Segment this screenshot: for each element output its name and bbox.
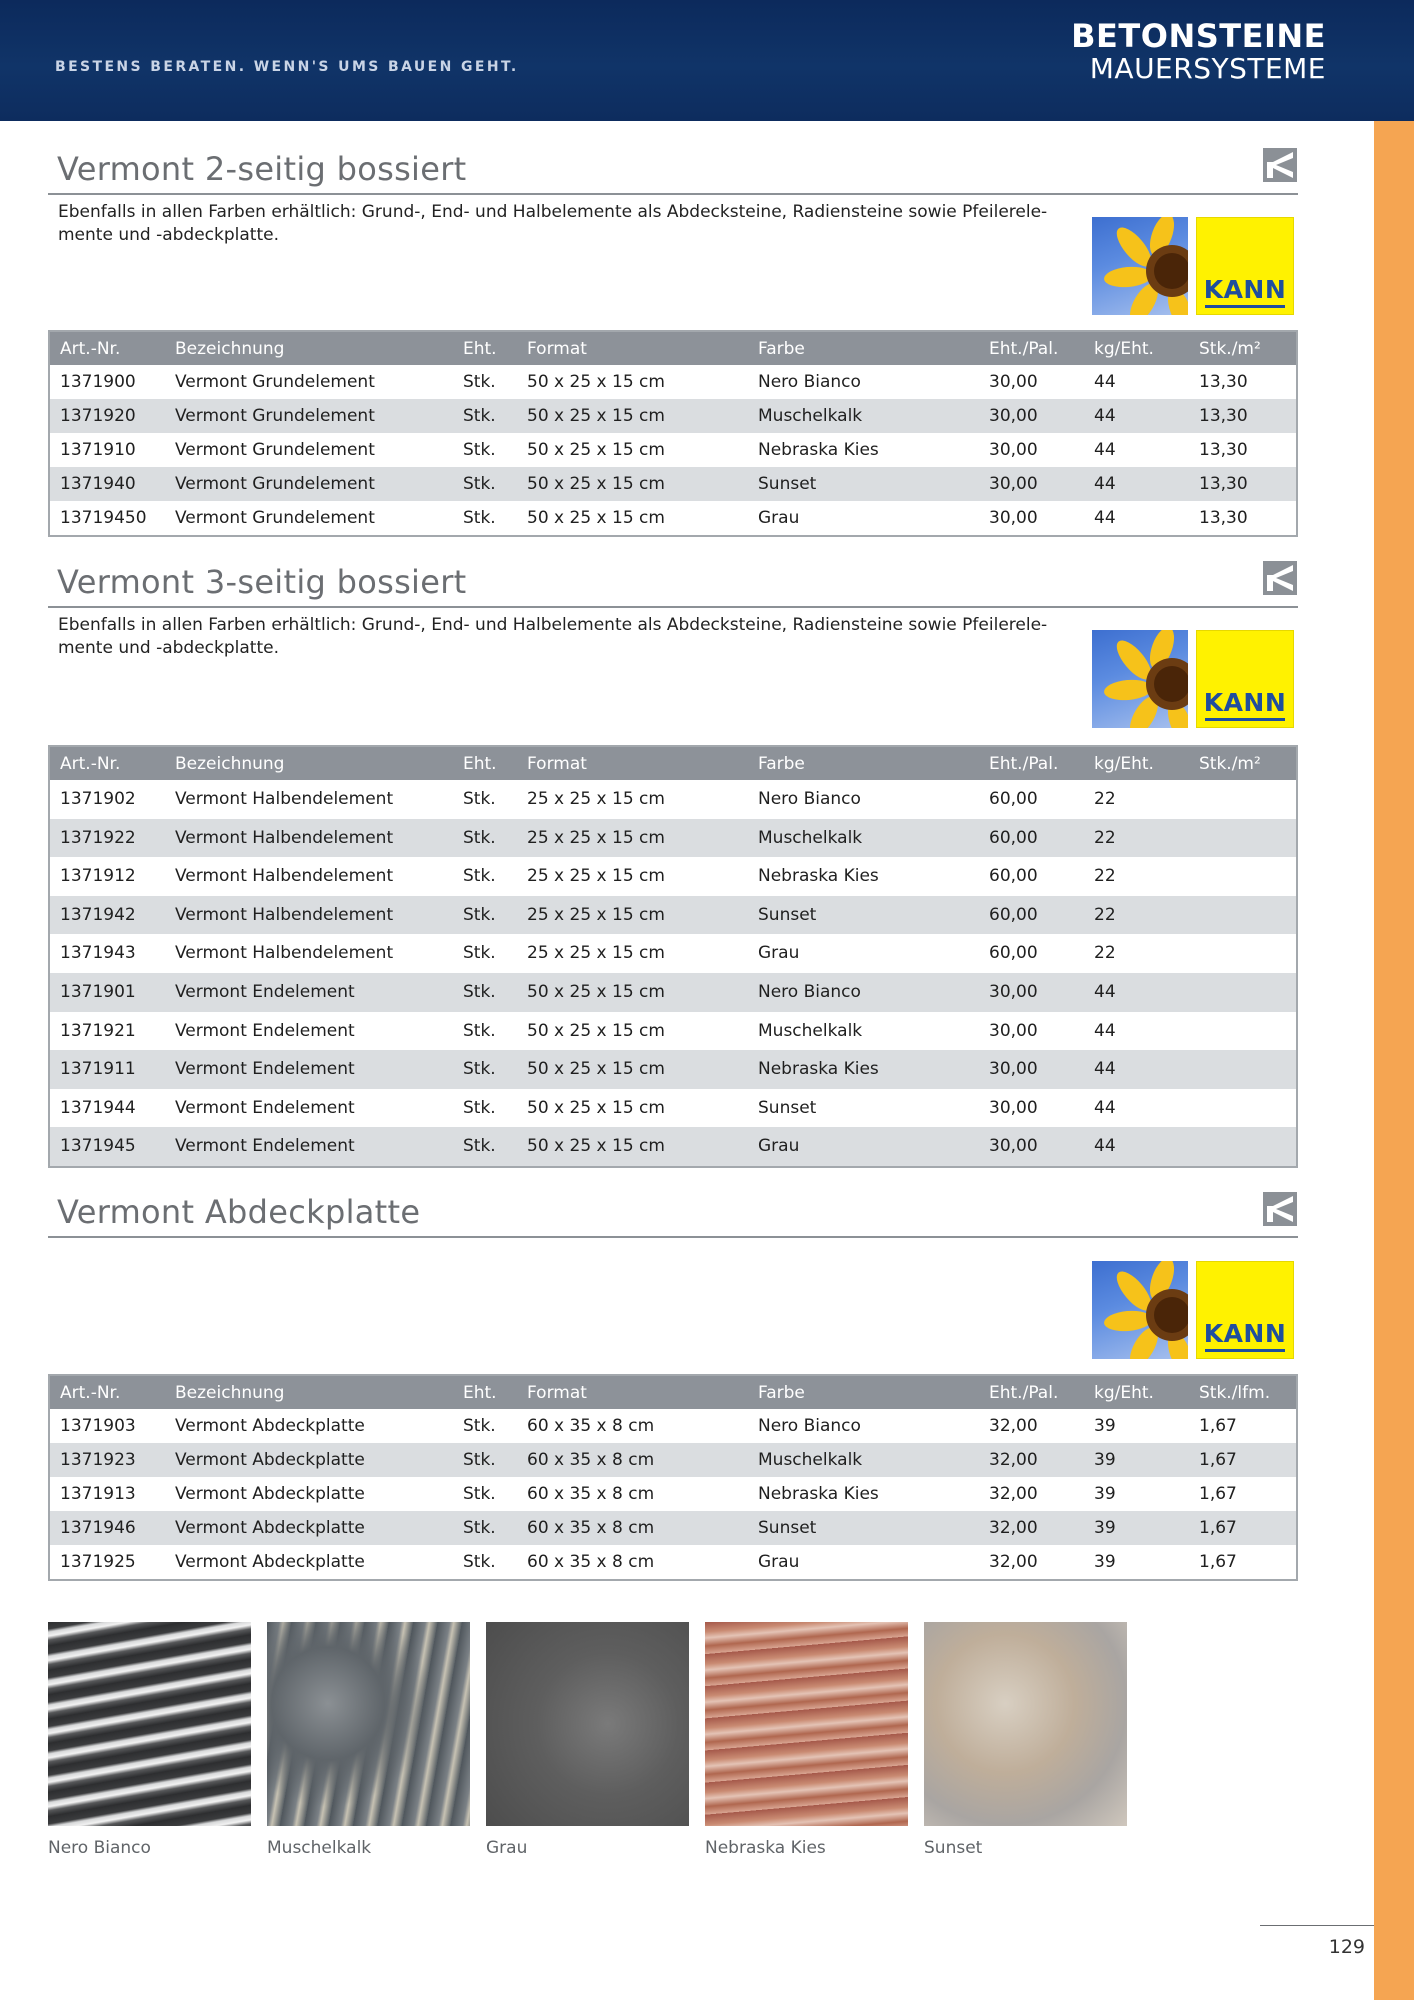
table-row	[50, 934, 1296, 973]
table-cell: 30,00	[989, 1059, 1038, 1080]
table-header	[50, 747, 1296, 780]
column-header: kg/Eht.	[1094, 754, 1154, 774]
table-cell: 13,30	[1199, 440, 1248, 460]
table-cell: 1,67	[1199, 1484, 1237, 1504]
table-cell: Vermont Abdeckplatte	[175, 1518, 365, 1538]
table-cell: 50 x 25 x 15 cm	[527, 372, 665, 392]
table-cell: Nero Bianco	[758, 1416, 861, 1436]
footer-rule	[1260, 1925, 1374, 1926]
table-row	[50, 1089, 1296, 1128]
table-row	[50, 1012, 1296, 1051]
table-cell: 60,00	[989, 789, 1038, 809]
table-cell: Vermont Grundelement	[175, 474, 375, 494]
table-cell: 44	[1094, 1097, 1116, 1118]
table-row	[50, 1050, 1296, 1089]
table-cell: 1371940	[60, 474, 136, 494]
table-cell: 44	[1094, 1020, 1116, 1041]
table-cell: Vermont Endelement	[175, 1097, 355, 1118]
table-cell: Vermont Halbendelement	[175, 943, 394, 964]
product-table-abdeckplatte	[48, 1374, 1298, 1581]
table-cell: Stk.	[463, 1518, 496, 1538]
table-cell: Vermont Abdeckplatte	[175, 1484, 365, 1504]
table-cell: 44	[1094, 474, 1116, 494]
table-cell: Stk.	[463, 1450, 496, 1470]
kann-logo	[1092, 217, 1294, 315]
table-cell: 32,00	[989, 1416, 1038, 1436]
column-header: Farbe	[758, 1383, 805, 1403]
table-cell: 60 x 35 x 8 cm	[527, 1518, 655, 1538]
table-cell: Vermont Endelement	[175, 1020, 355, 1041]
table-cell: 44	[1094, 1136, 1116, 1157]
swatch-label: Muschelkalk	[267, 1838, 372, 1858]
table-cell: Stk.	[463, 1136, 496, 1157]
kann-logo	[1092, 1261, 1294, 1359]
swatch-label: Nebraska Kies	[705, 1838, 826, 1858]
table-cell: Vermont Grundelement	[175, 440, 375, 460]
page-number: 129	[1328, 1936, 1365, 1958]
table-cell: Nero Bianco	[758, 789, 861, 809]
table-cell: 60,00	[989, 943, 1038, 964]
column-header: Eht.	[463, 1383, 497, 1403]
table-cell: 44	[1094, 981, 1116, 1002]
column-header: Bezeichnung	[175, 754, 285, 774]
swatch-nebraska-kies	[705, 1622, 908, 1826]
table-cell: Nero Bianco	[758, 981, 861, 1002]
table-cell: 39	[1094, 1416, 1116, 1436]
table-cell: 30,00	[989, 981, 1038, 1002]
swatch-grau	[486, 1622, 689, 1826]
kann-underline	[1205, 718, 1285, 721]
table-cell: Sunset	[758, 1518, 817, 1538]
table-row	[50, 1545, 1296, 1579]
table-cell: 1371921	[60, 1020, 136, 1041]
table-cell: 1371923	[60, 1450, 136, 1470]
table-cell: 50 x 25 x 15 cm	[527, 508, 665, 528]
table-header	[50, 332, 1296, 365]
table-row	[50, 1443, 1296, 1477]
kann-badge	[1196, 217, 1294, 315]
column-header: kg/Eht.	[1094, 339, 1154, 359]
table-cell: Vermont Endelement	[175, 981, 355, 1002]
column-header: Bezeichnung	[175, 1383, 285, 1403]
table-cell: 25 x 25 x 15 cm	[527, 904, 665, 925]
table-cell: Grau	[758, 1552, 800, 1572]
table-cell: 1371944	[60, 1097, 136, 1118]
table-row	[50, 896, 1296, 935]
section-description: Ebenfalls in allen Farben erhältlich: Grund-, End- und Halbelemente als Abdecksteine, Radiensteine sowie Pfeilerele- mente und -abdeckplatte.	[58, 202, 1048, 245]
table-cell: 50 x 25 x 15 cm	[527, 1059, 665, 1080]
column-header: Format	[527, 1383, 587, 1403]
table-cell: 1371943	[60, 943, 136, 964]
table-cell: 60 x 35 x 8 cm	[527, 1484, 655, 1504]
table-cell: 1371910	[60, 440, 136, 460]
column-header: Eht./Pal.	[989, 754, 1059, 774]
table-cell: Stk.	[463, 981, 496, 1002]
table-cell: 30,00	[989, 1097, 1038, 1118]
table-cell: 30,00	[989, 474, 1038, 494]
table-header	[50, 1376, 1296, 1409]
sunflower-image	[1092, 1261, 1188, 1359]
table-cell: 44	[1094, 372, 1116, 392]
table-row	[50, 1477, 1296, 1511]
table-cell: Vermont Grundelement	[175, 406, 375, 426]
table-cell: 44	[1094, 508, 1116, 528]
table-cell: 50 x 25 x 15 cm	[527, 1097, 665, 1118]
swatch-label: Sunset	[924, 1838, 983, 1858]
column-header: Format	[527, 754, 587, 774]
table-cell: Stk.	[463, 1552, 496, 1572]
swatch-nero-bianco	[48, 1622, 251, 1826]
table-cell: Grau	[758, 943, 800, 964]
table-cell: 60 x 35 x 8 cm	[527, 1552, 655, 1572]
table-cell: Vermont Grundelement	[175, 372, 375, 392]
table-cell: Nebraska Kies	[758, 1059, 879, 1080]
table-cell: 30,00	[989, 1136, 1038, 1157]
table-cell: Sunset	[758, 904, 817, 925]
table-row	[50, 973, 1296, 1012]
table-row	[50, 1127, 1296, 1166]
table-cell: Nebraska Kies	[758, 866, 879, 887]
table-cell: Muschelkalk	[758, 1020, 863, 1041]
table-cell: Vermont Halbendelement	[175, 904, 394, 925]
table-cell: 50 x 25 x 15 cm	[527, 474, 665, 494]
sunflower-image	[1092, 630, 1188, 728]
table-cell: 13,30	[1199, 508, 1248, 528]
section-title-2-seitig: Vermont 2-seitig bossiert	[57, 150, 467, 188]
table-cell: 1371925	[60, 1552, 136, 1572]
category-icon	[1263, 1192, 1297, 1226]
table-cell: 50 x 25 x 15 cm	[527, 406, 665, 426]
table-cell: Stk.	[463, 440, 496, 460]
table-cell: 1371942	[60, 904, 136, 925]
table-cell: 13,30	[1199, 406, 1248, 426]
brand-block	[1071, 18, 1326, 84]
table-cell: 39	[1094, 1450, 1116, 1470]
table-row	[50, 365, 1296, 399]
table-cell: Vermont Endelement	[175, 1136, 355, 1157]
section-rule	[48, 606, 1298, 608]
table-cell: Muschelkalk	[758, 406, 863, 426]
table-cell: 30,00	[989, 372, 1038, 392]
kann-wordmark: KANN	[1203, 688, 1287, 717]
product-table-2-seitig	[48, 330, 1298, 537]
table-cell: Stk.	[463, 1059, 496, 1080]
table-cell: Sunset	[758, 1097, 817, 1118]
table-cell: 1,67	[1199, 1416, 1237, 1436]
table-cell: Grau	[758, 508, 800, 528]
table-cell: Stk.	[463, 943, 496, 964]
kann-wordmark: KANN	[1203, 1319, 1287, 1348]
column-header: Farbe	[758, 754, 805, 774]
side-accent-bar	[1374, 121, 1414, 2000]
table-cell: 60,00	[989, 827, 1038, 848]
table-cell: Vermont Halbendelement	[175, 789, 394, 809]
table-cell: 22	[1094, 827, 1116, 848]
brand-title: BETONSTEINE	[1071, 17, 1326, 55]
column-header: Farbe	[758, 339, 805, 359]
table-cell: Vermont Grundelement	[175, 508, 375, 528]
table-cell: 1371922	[60, 827, 136, 848]
table-cell: 60 x 35 x 8 cm	[527, 1416, 655, 1436]
table-cell: 22	[1094, 866, 1116, 887]
table-cell: 13,30	[1199, 372, 1248, 392]
column-header: Stk./m²	[1199, 339, 1261, 359]
table-cell: Sunset	[758, 474, 817, 494]
table-cell: 32,00	[989, 1518, 1038, 1538]
table-cell: Vermont Halbendelement	[175, 827, 394, 848]
table-cell: 60,00	[989, 904, 1038, 925]
sunflower-image	[1092, 217, 1188, 315]
table-cell: 13,30	[1199, 474, 1248, 494]
section-title-abdeckplatte: Vermont Abdeckplatte	[57, 1193, 421, 1231]
column-header: Art.-Nr.	[60, 754, 121, 774]
table-row	[50, 857, 1296, 896]
table-cell: Nero Bianco	[758, 372, 861, 392]
column-header: Stk./m²	[1199, 754, 1261, 774]
table-row	[50, 399, 1296, 433]
table-cell: 22	[1094, 943, 1116, 964]
table-cell: Vermont Abdeckplatte	[175, 1552, 365, 1572]
kann-underline	[1205, 1349, 1285, 1352]
table-row	[50, 819, 1296, 858]
kann-logo	[1092, 630, 1294, 728]
column-header: kg/Eht.	[1094, 1383, 1154, 1403]
table-cell: 1371911	[60, 1059, 136, 1080]
table-cell: Stk.	[463, 904, 496, 925]
column-header: Eht.	[463, 754, 497, 774]
table-cell: 50 x 25 x 15 cm	[527, 440, 665, 460]
table-cell: 22	[1094, 904, 1116, 925]
table-cell: 50 x 25 x 15 cm	[527, 1136, 665, 1157]
table-row	[50, 1511, 1296, 1545]
table-cell: Stk.	[463, 1020, 496, 1041]
table-cell: Nebraska Kies	[758, 440, 879, 460]
kann-wordmark: KANN	[1203, 275, 1287, 304]
table-cell: 25 x 25 x 15 cm	[527, 943, 665, 964]
table-cell: 30,00	[989, 406, 1038, 426]
table-cell: 1371920	[60, 406, 136, 426]
table-cell: Stk.	[463, 508, 496, 528]
table-row	[50, 780, 1296, 819]
category-icon	[1263, 561, 1297, 595]
swatch-label: Grau	[486, 1838, 528, 1858]
table-row	[50, 467, 1296, 501]
table-cell: Stk.	[463, 372, 496, 392]
column-header: Art.-Nr.	[60, 1383, 121, 1403]
column-header: Stk./lfm.	[1199, 1383, 1271, 1403]
table-row	[50, 433, 1296, 467]
table-cell: Nebraska Kies	[758, 1484, 879, 1504]
table-cell: Vermont Abdeckplatte	[175, 1450, 365, 1470]
table-cell: Stk.	[463, 827, 496, 848]
table-cell: 1,67	[1199, 1518, 1237, 1538]
kann-badge	[1196, 1261, 1294, 1359]
table-cell: 25 x 25 x 15 cm	[527, 789, 665, 809]
table-cell: 1371901	[60, 981, 136, 1002]
table-cell: 44	[1094, 1059, 1116, 1080]
swatch-sunset	[924, 1622, 1127, 1826]
column-header: Eht./Pal.	[989, 1383, 1059, 1403]
table-cell: 25 x 25 x 15 cm	[527, 866, 665, 887]
section-rule	[48, 1236, 1298, 1238]
swatch-muschelkalk	[267, 1622, 470, 1826]
table-cell: Stk.	[463, 406, 496, 426]
column-header: Eht.	[463, 339, 497, 359]
table-cell: Muschelkalk	[758, 827, 863, 848]
table-cell: 1371945	[60, 1136, 136, 1157]
header-banner	[0, 0, 1414, 121]
section-title-3-seitig: Vermont 3-seitig bossiert	[57, 563, 467, 601]
column-header: Bezeichnung	[175, 339, 285, 359]
table-cell: 1371913	[60, 1484, 136, 1504]
table-cell: Stk.	[463, 1484, 496, 1504]
table-cell: Muschelkalk	[758, 1450, 863, 1470]
table-cell: 60 x 35 x 8 cm	[527, 1450, 655, 1470]
table-cell: 39	[1094, 1518, 1116, 1538]
table-cell: 30,00	[989, 440, 1038, 460]
table-cell: 22	[1094, 789, 1116, 809]
table-cell: 50 x 25 x 15 cm	[527, 1020, 665, 1041]
table-cell: 1371912	[60, 866, 136, 887]
table-cell: 1371902	[60, 789, 136, 809]
table-cell: 1371946	[60, 1518, 136, 1538]
table-cell: 25 x 25 x 15 cm	[527, 827, 665, 848]
swatch-label: Nero Bianco	[48, 1838, 151, 1858]
column-header: Art.-Nr.	[60, 339, 121, 359]
table-cell: 1,67	[1199, 1552, 1237, 1572]
table-cell: Stk.	[463, 474, 496, 494]
table-cell: 50 x 25 x 15 cm	[527, 981, 665, 1002]
table-cell: Stk.	[463, 866, 496, 887]
table-cell: 32,00	[989, 1484, 1038, 1504]
product-table-3-seitig	[48, 745, 1298, 1168]
column-header: Eht./Pal.	[989, 339, 1059, 359]
table-cell: Stk.	[463, 1416, 496, 1436]
table-cell: Stk.	[463, 1097, 496, 1118]
table-cell: 44	[1094, 406, 1116, 426]
section-rule	[48, 193, 1298, 195]
table-cell: 32,00	[989, 1450, 1038, 1470]
category-icon	[1263, 148, 1297, 182]
table-cell: Vermont Halbendelement	[175, 866, 394, 887]
table-cell: 1,67	[1199, 1450, 1237, 1470]
kann-underline	[1205, 305, 1285, 308]
table-row	[50, 1409, 1296, 1443]
column-header: Format	[527, 339, 587, 359]
table-cell: 44	[1094, 440, 1116, 460]
table-cell: 39	[1094, 1552, 1116, 1572]
table-cell: 30,00	[989, 508, 1038, 528]
slogan: BESTENS BERATEN. WENN'S UMS BAUEN GEHT.	[55, 59, 519, 75]
table-cell: 60,00	[989, 866, 1038, 887]
table-row	[50, 501, 1296, 535]
table-cell: 13719450	[60, 508, 147, 528]
table-cell: 1371900	[60, 372, 136, 392]
brand-subtitle: MAUERSYSTEME	[1089, 52, 1326, 85]
table-cell: Stk.	[463, 789, 496, 809]
table-cell: Grau	[758, 1136, 800, 1157]
table-cell: Vermont Abdeckplatte	[175, 1416, 365, 1436]
table-cell: Vermont Endelement	[175, 1059, 355, 1080]
table-cell: 32,00	[989, 1552, 1038, 1572]
table-cell: 30,00	[989, 1020, 1038, 1041]
table-cell: 39	[1094, 1484, 1116, 1504]
table-cell: 1371903	[60, 1416, 136, 1436]
kann-badge	[1196, 630, 1294, 728]
section-description: Ebenfalls in allen Farben erhältlich: Grund-, End- und Halbelemente als Abdecksteine, Radiensteine sowie Pfeilerele- mente und -abdeckplatte.	[58, 615, 1048, 658]
